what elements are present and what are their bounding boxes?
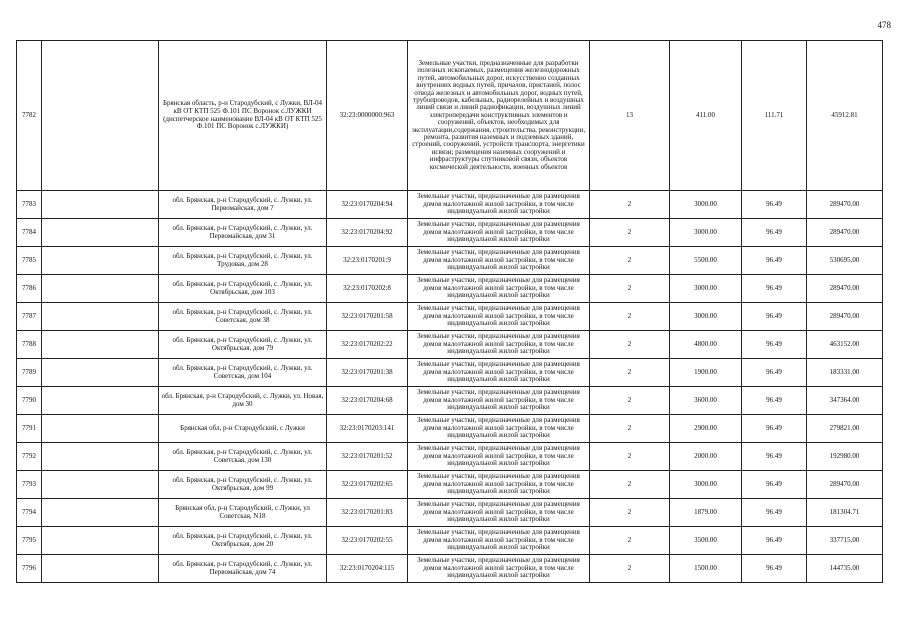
cadastral-value-cell: 463152.00 [807, 331, 883, 359]
row-number: 7792 [17, 443, 42, 471]
empty-cell [42, 527, 159, 555]
cadastral-value-cell: 279821.00 [807, 415, 883, 443]
empty-cell [42, 443, 159, 471]
cadastral-number-cell: 32:23:0170202:55 [327, 527, 408, 555]
table-row [17, 219, 883, 247]
row-number: 7789 [17, 359, 42, 387]
area-cell: 3000.00 [670, 471, 742, 499]
group-code-cell: 2 [590, 527, 670, 555]
specific-value-cell: 96.49 [742, 331, 807, 359]
land-purpose-cell: Земельные участки, предназначенные для размещения домов малоэтажной жилой застройки, в том числе индивидуальной жилой застройки [408, 443, 590, 471]
table-row [17, 331, 883, 359]
land-purpose-cell: Земельные участки, предназначенные для размещения домов малоэтажной жилой застройки, в том числе индивидуальной жилой застройки [408, 219, 590, 247]
empty-cell [42, 41, 159, 191]
group-code-cell: 2 [590, 387, 670, 415]
address-cell: Брянская обл, р-н Стародубский, с Лужки, ул Советская, N18 [159, 499, 327, 527]
cadastral-number-cell: 32:23:0170204:115 [327, 555, 408, 583]
address-cell: обл. Брянская, р-н Стародубский, с. Лужки, ул. Первомайская, дом 74 [159, 555, 327, 583]
specific-value-cell: 96.49 [742, 275, 807, 303]
land-purpose-cell: Земельные участки, предназначенные для размещения домов малоэтажной жилой застройки, в том числе индивидуальной жилой застройки [408, 471, 590, 499]
specific-value-cell: 96.49 [742, 443, 807, 471]
row-number: 7794 [17, 499, 42, 527]
cadastral-value-cell: 289470.00 [807, 303, 883, 331]
specific-value-cell: 96.49 [742, 555, 807, 583]
area-cell: 1879.00 [670, 499, 742, 527]
address-cell: обл. Брянская, р-н Стародубский, с. Лужки, ул. Советская, дом 130 [159, 443, 327, 471]
group-code-cell: 2 [590, 499, 670, 527]
cadastral-value-cell: 289470.00 [807, 191, 883, 219]
cadastral-number-cell: 32:23:0170202:65 [327, 471, 408, 499]
table-row [17, 443, 883, 471]
row-number: 7784 [17, 219, 42, 247]
land-purpose-cell: Земельные участки, предназначенные для размещения домов малоэтажной жилой застройки, в том числе индивидуальной жилой застройки [408, 191, 590, 219]
table-row [17, 191, 883, 219]
cadastral-number-cell: 32:23:0000000:963 [327, 41, 408, 191]
area-cell: 5500.00 [670, 247, 742, 275]
cadastral-value-cell: 181304.71 [807, 499, 883, 527]
area-cell: 2900.00 [670, 415, 742, 443]
land-purpose-cell: Земельные участки, предназначенные для размещения домов малоэтажной жилой застройки, в том числе индивидуальной жилой застройки [408, 359, 590, 387]
address-cell: обл. Брянская, р-н Стародубский, с. Лужки, ул. Новая, дом 30 [159, 387, 327, 415]
group-code-cell: 2 [590, 303, 670, 331]
empty-cell [42, 415, 159, 443]
table-row [17, 275, 883, 303]
empty-cell [42, 303, 159, 331]
land-purpose-cell: Земельные участки, предназначенные для размещения домов малоэтажной жилой застройки, в том числе индивидуальной жилой застройки [408, 555, 590, 583]
row-number: 7783 [17, 191, 42, 219]
land-purpose-cell: Земельные участки, предназначенные для размещения домов малоэтажной жилой застройки, в том числе индивидуальной жилой застройки [408, 275, 590, 303]
table-row [17, 527, 883, 555]
row-number: 7796 [17, 555, 42, 583]
land-purpose-cell: Земельные участки, предназначенные для размещения домов малоэтажной жилой застройки, в том числе индивидуальной жилой застройки [408, 387, 590, 415]
area-cell: 3500.00 [670, 527, 742, 555]
cadastral-value-table [16, 40, 883, 583]
group-code-cell: 2 [590, 471, 670, 499]
land-purpose-cell: Земельные участки, предназначенные для размещения домов малоэтажной жилой застройки, в том числе индивидуальной жилой застройки [408, 247, 590, 275]
land-purpose-cell: Земельные участки, предназначенные для размещения домов малоэтажной жилой застройки, в том числе индивидуальной жилой застройки [408, 331, 590, 359]
page-number: 478 [877, 20, 891, 30]
row-number: 7791 [17, 415, 42, 443]
table-row [17, 359, 883, 387]
address-cell: Брянская обл, р-н Стародубский, с Лужки [159, 415, 327, 443]
cadastral-value-cell: 530695.00 [807, 247, 883, 275]
empty-cell [42, 331, 159, 359]
row-number: 7782 [17, 41, 42, 191]
cadastral-value-cell: 192980.00 [807, 443, 883, 471]
area-cell: 3600.00 [670, 387, 742, 415]
area-cell: 2000.00 [670, 443, 742, 471]
cadastral-number-cell: 32:23:0170204:92 [327, 219, 408, 247]
table-row [17, 555, 883, 583]
cadastral-number-cell: 32:23:0170203:141 [327, 415, 408, 443]
address-cell: обл. Брянская, р-н Стародубский, с. Лужки, ул. Первомайская, дом 7 [159, 191, 327, 219]
empty-cell [42, 471, 159, 499]
table-row [17, 41, 883, 191]
cadastral-value-cell: 289470.00 [807, 275, 883, 303]
group-code-cell: 2 [590, 443, 670, 471]
group-code-cell: 2 [590, 555, 670, 583]
address-cell: обл. Брянская, р-н Стародубский, с. Лужки, ул. Советская, дом 38 [159, 303, 327, 331]
cadastral-value-cell: 347364.00 [807, 387, 883, 415]
address-cell: обл. Брянская, р-н Стародубский, с. Лужки, ул. Октябрьская, дом 99 [159, 471, 327, 499]
group-code-cell: 2 [590, 275, 670, 303]
row-number: 7787 [17, 303, 42, 331]
cadastral-number-cell: 32:23:0170201:38 [327, 359, 408, 387]
specific-value-cell: 111.71 [742, 41, 807, 191]
cadastral-number-cell: 32:23:0170201:52 [327, 443, 408, 471]
area-cell: 4800.00 [670, 331, 742, 359]
land-purpose-cell: Земельные участки, предназначенные для размещения домов малоэтажной жилой застройки, в том числе индивидуальной жилой застройки [408, 415, 590, 443]
specific-value-cell: 96.49 [742, 303, 807, 331]
group-code-cell: 2 [590, 247, 670, 275]
cadastral-number-cell: 32:23:0170201:9 [327, 247, 408, 275]
cadastral-number-cell: 32:23:0170202:22 [327, 331, 408, 359]
empty-cell [42, 219, 159, 247]
address-cell: обл. Брянская, р-н Стародубский, с. Лужки, ул. Советская, дом 104 [159, 359, 327, 387]
cadastral-value-cell: 289470.00 [807, 219, 883, 247]
row-number: 7795 [17, 527, 42, 555]
specific-value-cell: 96.49 [742, 359, 807, 387]
cadastral-number-cell: 32:23:0170204:68 [327, 387, 408, 415]
row-number: 7793 [17, 471, 42, 499]
area-cell: 1900.00 [670, 359, 742, 387]
group-code-cell: 2 [590, 191, 670, 219]
address-cell: обл. Брянская, р-н Стародубский, с. Лужки, ул. Октябрьская, дом 103 [159, 275, 327, 303]
address-cell: Брянская область, р-н Стародубский, с Лужки, ВЛ-04 кВ ОТ КТП 525 Ф.101 ПС Воронок с.ЛУЖКИ (диспетчерское наименование ВЛ-04 кВ ОТ КТП 525 Ф.101 ПС Воронок с.ЛУЖКИ) [159, 41, 327, 191]
empty-cell [42, 555, 159, 583]
cadastral-number-cell: 32:23:0170201:58 [327, 303, 408, 331]
table-row [17, 303, 883, 331]
empty-cell [42, 387, 159, 415]
row-number: 7786 [17, 275, 42, 303]
group-code-cell: 2 [590, 331, 670, 359]
land-purpose-cell: Земельные участки, предназначенные для размещения домов малоэтажной жилой застройки, в том числе индивидуальной жилой застройки [408, 303, 590, 331]
address-cell: обл. Брянская, р-н Стародубский, с. Лужки, ул. Октябрьская, дом 79 [159, 331, 327, 359]
specific-value-cell: 96.49 [742, 471, 807, 499]
specific-value-cell: 96.49 [742, 387, 807, 415]
table-row [17, 415, 883, 443]
empty-cell [42, 275, 159, 303]
cadastral-number-cell: 32:23:0170202:8 [327, 275, 408, 303]
group-code-cell: 2 [590, 359, 670, 387]
area-cell: 3000.00 [670, 219, 742, 247]
cadastral-number-cell: 32:23:0170201:83 [327, 499, 408, 527]
specific-value-cell: 96.49 [742, 527, 807, 555]
specific-value-cell: 96.49 [742, 247, 807, 275]
land-purpose-cell: Земельные участки, предназначенные для размещения домов малоэтажной жилой застройки, в том числе индивидуальной жилой застройки [408, 527, 590, 555]
empty-cell [42, 359, 159, 387]
group-code-cell: 13 [590, 41, 670, 191]
specific-value-cell: 96.49 [742, 499, 807, 527]
cadastral-value-cell: 45912.81 [807, 41, 883, 191]
row-number: 7788 [17, 331, 42, 359]
specific-value-cell: 96.49 [742, 219, 807, 247]
specific-value-cell: 96.49 [742, 191, 807, 219]
address-cell: обл. Брянская, р-н Стародубский, с. Лужки, ул. Октябрьская, дом 20 [159, 527, 327, 555]
cadastral-value-cell: 289470.00 [807, 471, 883, 499]
land-purpose-cell: Земельные участки, предназначенные для размещения домов малоэтажной жилой застройки, в том числе индивидуальной жилой застройки [408, 499, 590, 527]
address-cell: обл. Брянская, р-н Стародубский, с. Лужки, ул. Трудовая, дом 28 [159, 247, 327, 275]
table-row [17, 499, 883, 527]
empty-cell [42, 191, 159, 219]
area-cell: 3000.00 [670, 303, 742, 331]
cadastral-value-cell: 144735.00 [807, 555, 883, 583]
table-row [17, 247, 883, 275]
row-number: 7790 [17, 387, 42, 415]
land-purpose-cell: Земельные участки, предназначенные для разработки полезных ископаемых, размещения железнодорожных путей, автомобильных дорог, искусственно созданных внутренних водных путей, причалов, пристаней, полос отвода железных и автомобильных дорог, водных путей, трубопроводов, кабельных, радиорелейных и воздушных линий связи и линий радиофикации, воздушных линий электропередачи конструктивных элементов и сооружений, объектов, необходимых для эксплуатации,содержания, строительства, реконструкции, ремонта, развития наземных и подземных зданий, строений, сооружений, устройств транспорта, энергетики исвязи; размещения наземных сооружений и инфраструктуры спутниковой связи, объектов космической деятельности, военных объектов [408, 41, 590, 191]
cadastral-number-cell: 32:23:0170204:94 [327, 191, 408, 219]
empty-cell [42, 247, 159, 275]
group-code-cell: 2 [590, 219, 670, 247]
row-number: 7785 [17, 247, 42, 275]
area-cell: 411.00 [670, 41, 742, 191]
area-cell: 1500.00 [670, 555, 742, 583]
cadastral-value-cell: 183331.00 [807, 359, 883, 387]
specific-value-cell: 96.49 [742, 415, 807, 443]
area-cell: 3000.00 [670, 275, 742, 303]
table-row [17, 387, 883, 415]
group-code-cell: 2 [590, 415, 670, 443]
cadastral-value-cell: 337715.00 [807, 527, 883, 555]
empty-cell [42, 499, 159, 527]
table-row [17, 471, 883, 499]
address-cell: обл. Брянская, р-н Стародубский, с. Лужки, ул. Первомайская, дом 31 [159, 219, 327, 247]
area-cell: 3000.00 [670, 191, 742, 219]
